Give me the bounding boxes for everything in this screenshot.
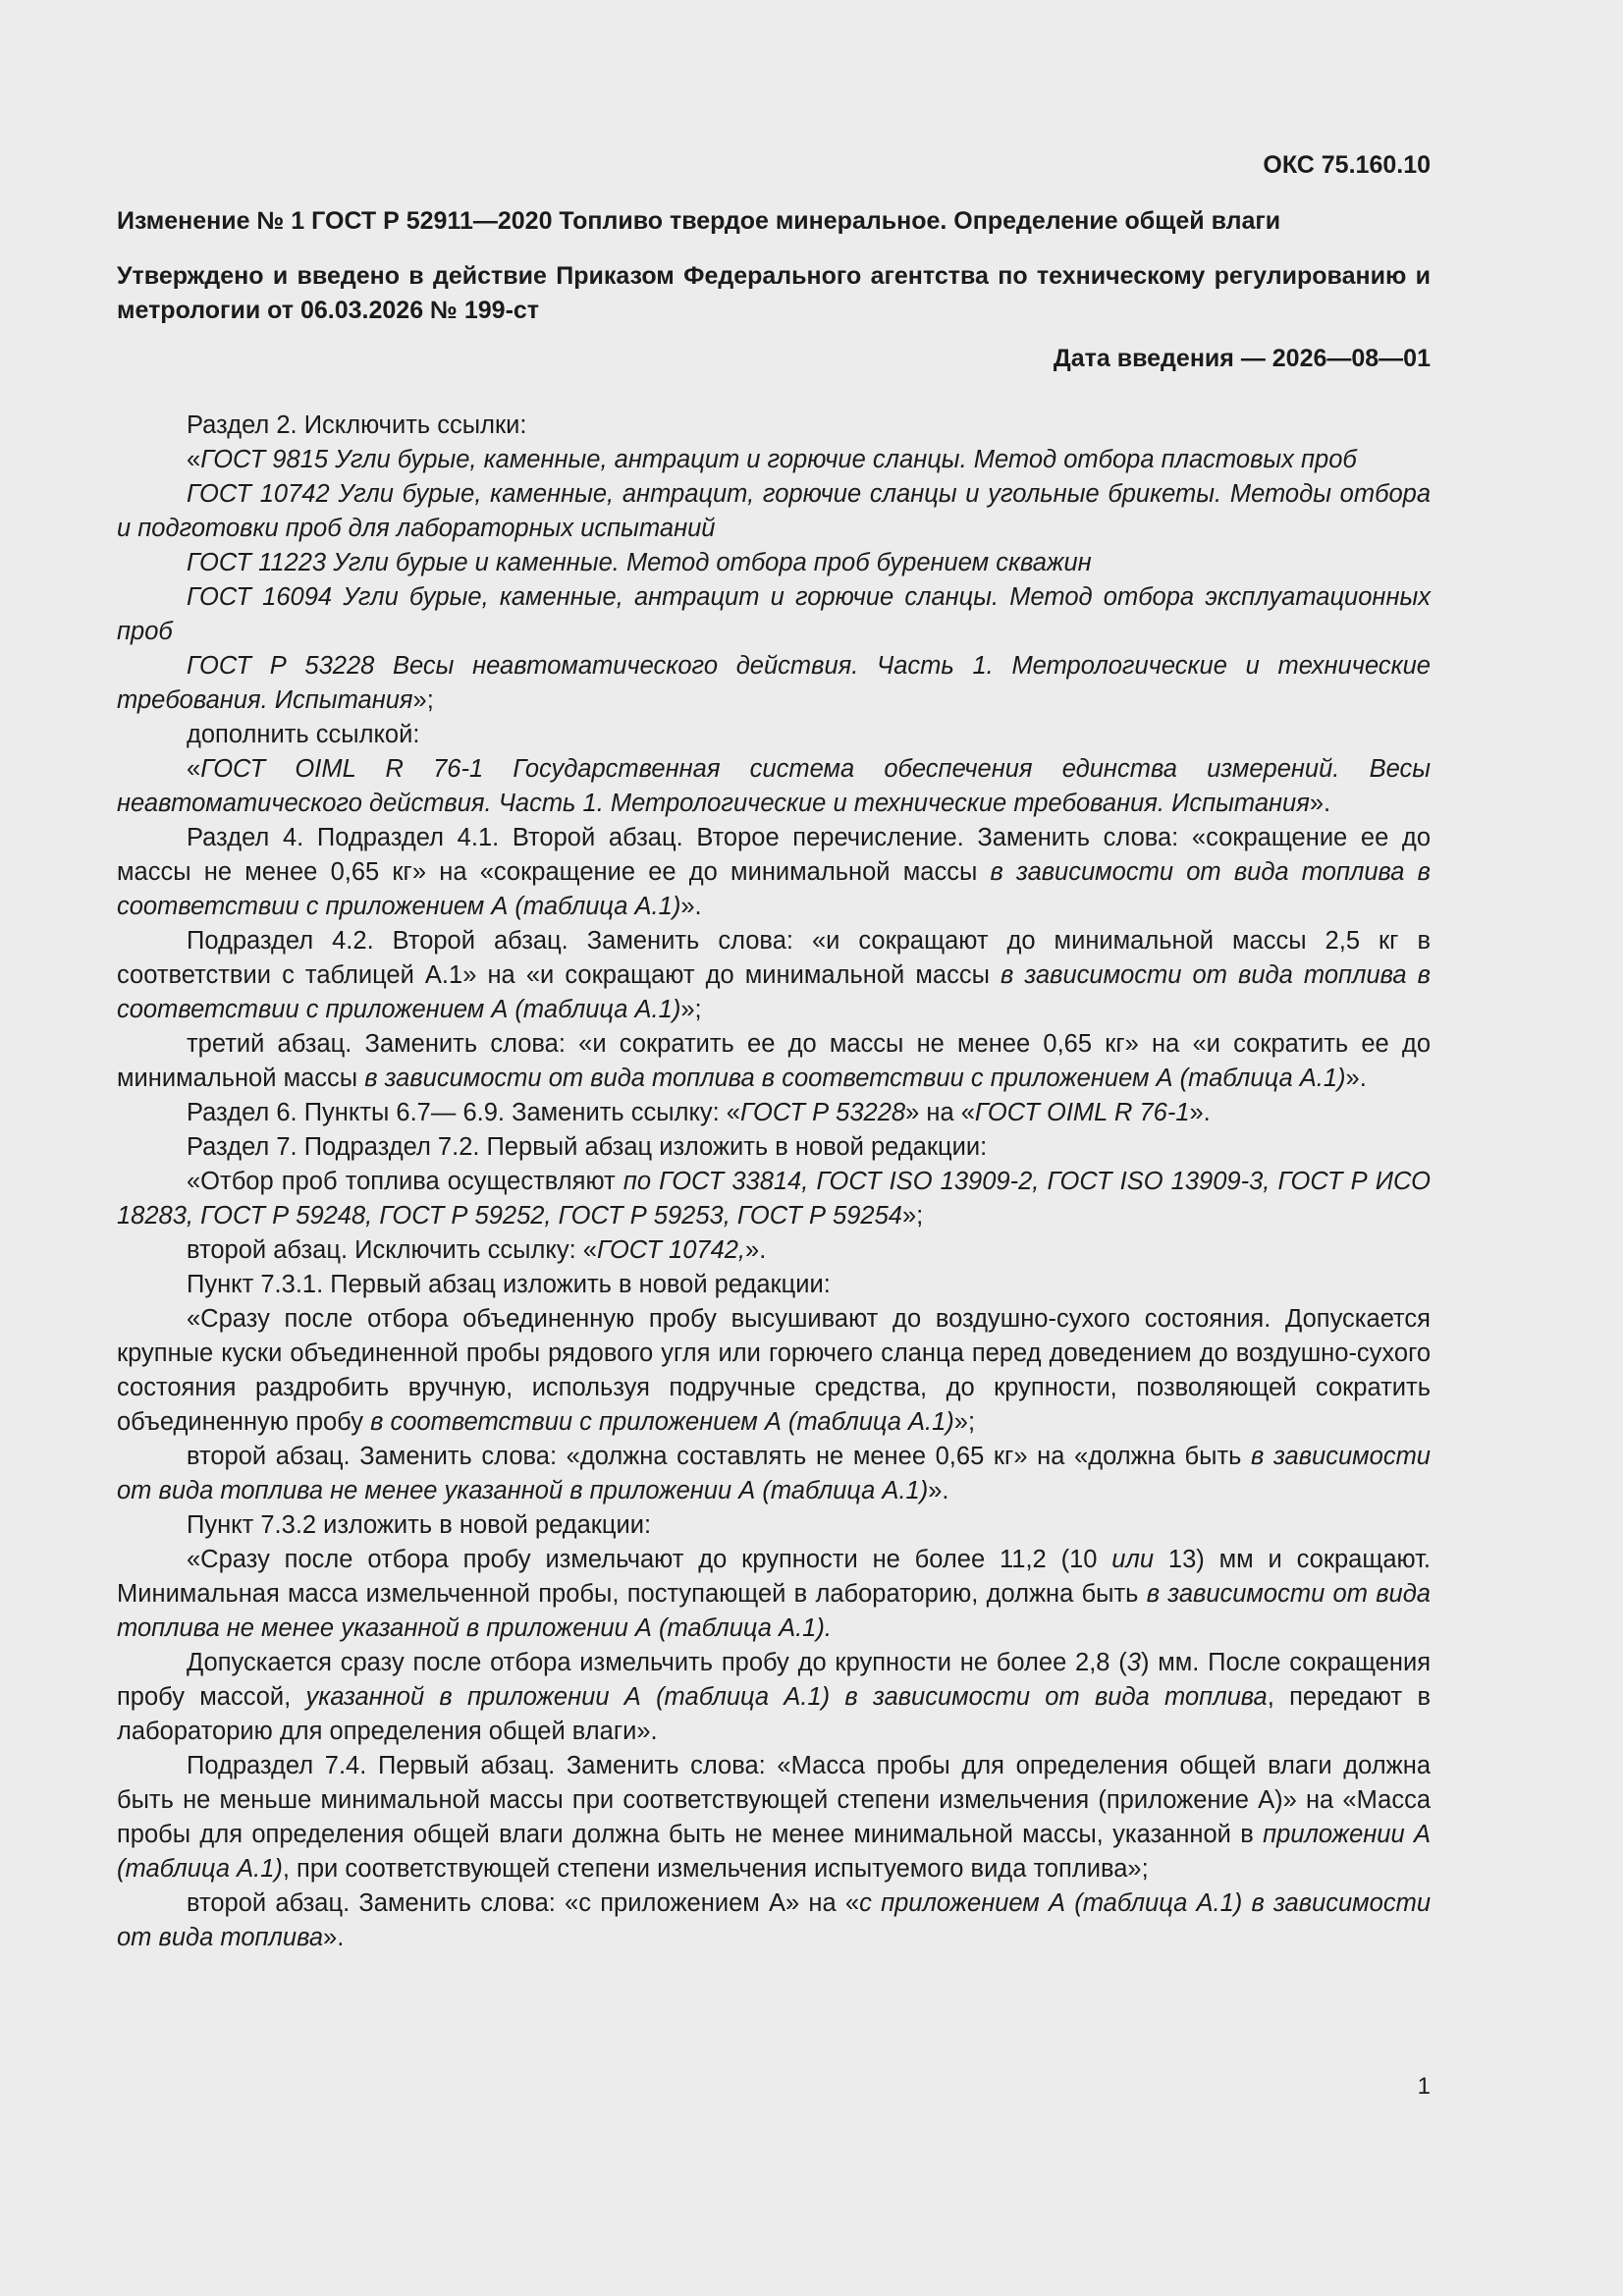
- italic-text: указанной в приложении А (таблица А.1) в зависимости от вида топлива: [305, 1683, 1268, 1711]
- text-run: ».: [1345, 1065, 1367, 1092]
- paragraph: [117, 1268, 1431, 1302]
- approval-statement: Утверждено и введено в действие Приказом Федерального агентства по техническому регулированию и метрологии от 06.03.2026 № 199-ст: [117, 262, 1431, 324]
- italic-text: приложении А (таблица А.1): [117, 1821, 1431, 1883]
- paragraph: [117, 1886, 1431, 1955]
- italic-text: ГОСТ 10742,: [596, 1236, 746, 1264]
- page-content: [117, 145, 1431, 1955]
- paragraph: [117, 1233, 1431, 1268]
- text-run: Пункт 7.3.2 изложить в новой редакции:: [187, 1511, 652, 1539]
- paragraph: [117, 1130, 1431, 1165]
- text-run: , передают в лабораторию для определения общей влаги».: [117, 1683, 1431, 1745]
- text-run: «Сразу после отбора объединенную пробу высушивают до воздушно-сухого состояния. Допускается крупные куски объединенной пробы рядового угля или горючего сланца перед доведением до воздушно-сухого состояния раздробить вручную, используя подручные средства, до крупности, позволяющей сократить объединенную пробу: [117, 1305, 1431, 1436]
- paragraph: [117, 1646, 1431, 1749]
- italic-text: ГОСТ Р 53228 Весы неавтоматического действия. Часть 1. Метрологические и технические требования. Испытания: [117, 652, 1431, 714]
- italic-text: ГОСТ OIML R 76-1: [974, 1099, 1190, 1126]
- text-run: »;: [953, 1408, 976, 1436]
- italic-text: в соответствии с приложением А (таблица А.1): [370, 1408, 954, 1436]
- paragraph: [117, 649, 1431, 718]
- text-run: » на «: [905, 1099, 975, 1126]
- paragraph: [117, 477, 1431, 546]
- italic-text: в зависимости от вида топлива не менее указанной в приложении А (таблица А.1).: [117, 1580, 1431, 1642]
- italic-text: в зависимости от вида топлива в соответствии с приложением А (таблица А.1): [364, 1065, 1346, 1092]
- amendment-body: [117, 409, 1431, 1955]
- text-run: ».: [1189, 1099, 1211, 1126]
- text-run: «Сразу после отбора пробу измельчают до крупности не более 11,2 (10: [187, 1546, 1112, 1573]
- italic-text: ГОСТ Р 53228: [740, 1099, 906, 1126]
- italic-text: в зависимости от вида топлива не менее указанной в приложении А (таблица А.1): [117, 1443, 1431, 1504]
- italic-text: с приложением А (таблица А.1) в зависимости от вида топлива: [117, 1889, 1432, 1951]
- italic-text: ГОСТ OIML R 76-1 Государственная система обеспечения единства измерений. Весы неавтоматического действия. Часть 1. Метрологические и технические требования. Испытания: [117, 755, 1431, 817]
- text-run: 13) мм и сокращают. Минимальная масса измельченной пробы, поступающей в лабораторию, должна быть: [117, 1546, 1432, 1608]
- text-run: второй абзац. Заменить слова: «должна составлять не менее 0,65 кг» на «должна быть: [187, 1443, 1252, 1470]
- text-run: Раздел 7. Подраздел 7.2. Первый абзац изложить в новой редакции:: [187, 1133, 988, 1161]
- italic-text: в зависимости от вида топлива в соответствии с приложением А (таблица А.1): [117, 961, 1431, 1023]
- text-run: ».: [1309, 790, 1331, 817]
- paragraph: [117, 1096, 1431, 1130]
- paragraph: [117, 1508, 1431, 1543]
- paragraph: [117, 443, 1431, 477]
- italic-text: ГОСТ 16094 Угли бурые, каменные, антрацит и горючие сланцы. Метод отбора эксплуатационных проб: [117, 583, 1431, 645]
- text-run: ».: [928, 1477, 949, 1504]
- text-run: Пункт 7.3.1. Первый абзац изложить в новой редакции:: [187, 1271, 831, 1298]
- paragraph: [117, 1027, 1431, 1096]
- page-number: 1: [1417, 2073, 1431, 2100]
- text-run: Раздел 4. Подраздел 4.1. Второй абзац. Второе перечисление. Заменить слова: «сокращение ее до массы не менее 0,65 кг» на «сокращение ее до минимальной массы: [117, 824, 1431, 886]
- paragraph: [117, 546, 1431, 580]
- italic-text: ГОСТ 11223 Угли бурые и каменные. Метод отбора проб бурением скважин: [187, 549, 1092, 576]
- text-run: дополнить ссылкой:: [187, 721, 420, 748]
- oks-code: ОКС 75.160.10: [1263, 151, 1431, 179]
- text-run: «Отбор проб топлива осуществляют: [187, 1168, 623, 1195]
- text-run: ».: [680, 893, 702, 920]
- introduction-date: Дата введения — 2026—08—01: [1053, 345, 1431, 372]
- text-run: Раздел 2. Исключить ссылки:: [187, 411, 527, 439]
- text-run: «: [187, 446, 201, 473]
- paragraph: [117, 752, 1431, 821]
- text-run: ».: [323, 1924, 345, 1951]
- paragraph: [117, 718, 1431, 752]
- paragraph: [117, 1440, 1431, 1508]
- italic-text: ГОСТ 9815 Угли бурые, каменные, антрацит и горючие сланцы. Метод отбора пластовых проб: [200, 446, 1357, 473]
- amendment-title: Изменение № 1 ГОСТ Р 52911—2020 Топливо твердое минеральное. Определение общей влаги: [117, 207, 1281, 235]
- paragraph: [117, 409, 1431, 443]
- italic-text: ГОСТ 10742 Угли бурые, каменные, антрацит, горючие сланцы и угольные брикеты. Методы отбора и подготовки проб для лабораторных испытаний: [117, 480, 1431, 542]
- text-run: второй абзац. Заменить слова: «с приложением А» на «: [187, 1889, 860, 1917]
- text-run: , при соответствующей степени измельчения испытуемого вида топлива»;: [282, 1855, 1149, 1883]
- text-run: »;: [412, 686, 434, 714]
- italic-text: в зависимости от вида топлива в соответствии с приложением А (таблица А.1): [117, 858, 1431, 920]
- text-run: Подраздел 4.2. Второй абзац. Заменить слова: «и сокращают до минимальной массы 2,5 кг в соответствии с таблицей А.1» на «и сокращают до минимальной массы: [117, 927, 1431, 989]
- paragraph: [117, 1165, 1431, 1233]
- paragraph: [117, 821, 1431, 924]
- italic-text: или: [1111, 1546, 1155, 1573]
- text-run: ».: [745, 1236, 767, 1264]
- text-run: Раздел 6. Пункты 6.7— 6.9. Заменить ссылку: «: [187, 1099, 740, 1126]
- italic-text: по ГОСТ 33814, ГОСТ ISO 13909-2, ГОСТ ISO 13909-3, ГОСТ Р ИСО 18283, ГОСТ Р 59248, ГОСТ Р 59252, ГОСТ Р 59253, ГОСТ Р 59254: [117, 1168, 1431, 1230]
- text-run: »;: [680, 996, 702, 1023]
- text-run: «: [187, 755, 201, 783]
- text-run: третий абзац. Заменить слова: «и сократить ее до массы не менее 0,65 кг» на «и сократить ее до минимальной массы: [117, 1030, 1431, 1092]
- paragraph: [117, 1749, 1431, 1886]
- paragraph: [117, 580, 1431, 649]
- text-run: Допускается сразу после отбора измельчить пробу до крупности не более 2,8 (: [187, 1649, 1127, 1676]
- text-run: второй абзац. Исключить ссылку: «: [187, 1236, 597, 1264]
- paragraph: [117, 1543, 1431, 1646]
- text-run: »;: [901, 1202, 924, 1230]
- text-run: Подраздел 7.4. Первый абзац. Заменить слова: «Масса пробы для определения общей влаги должна быть не меньше минимальной массы при соответствующей степени измельчения (приложение А)» на «Масса пробы для определения общей влаги должна быть не менее минимальной массы, указанной в: [117, 1752, 1431, 1848]
- italic-text: 3: [1126, 1649, 1141, 1676]
- paragraph: [117, 1302, 1431, 1440]
- text-run: ) мм. После сокращения пробу массой,: [117, 1649, 1431, 1711]
- paragraph: [117, 924, 1431, 1027]
